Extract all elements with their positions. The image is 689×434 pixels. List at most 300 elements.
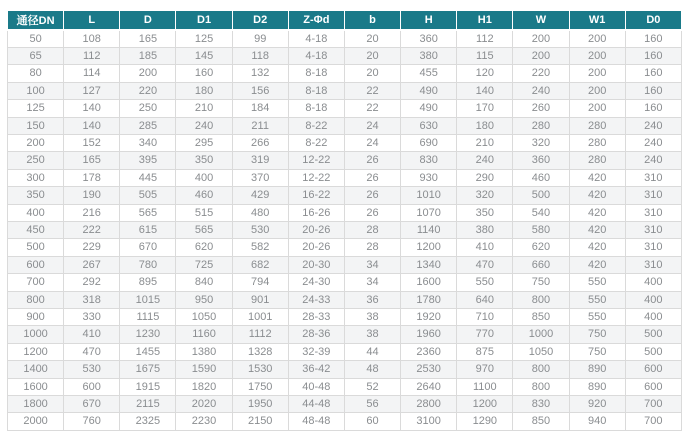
table-cell: 160 xyxy=(625,47,681,64)
table-cell: 240 xyxy=(625,152,681,169)
table-cell: 178 xyxy=(64,169,120,186)
table-cell: 240 xyxy=(625,117,681,134)
table-cell: 22 xyxy=(344,82,400,99)
table-cell: 120 xyxy=(457,65,513,82)
table-cell: 901 xyxy=(232,291,288,308)
table-cell: 20-26 xyxy=(288,239,344,256)
table-cell: 240 xyxy=(513,82,569,99)
table-cell: 292 xyxy=(64,274,120,291)
table-cell: 140 xyxy=(457,82,513,99)
table-cell: 875 xyxy=(457,343,513,360)
table-cell: 615 xyxy=(120,221,176,238)
table-cell: 350 xyxy=(8,187,64,204)
table-cell: 850 xyxy=(513,413,569,430)
table-cell: 16-26 xyxy=(288,204,344,221)
table-cell: 1750 xyxy=(232,378,288,395)
table-cell: 470 xyxy=(457,256,513,273)
table-cell: 750 xyxy=(569,343,625,360)
table-cell: 280 xyxy=(513,117,569,134)
table-cell: 160 xyxy=(625,82,681,99)
table-cell: 125 xyxy=(176,30,232,48)
table-cell: 330 xyxy=(64,309,120,326)
table-cell: 310 xyxy=(625,256,681,273)
table-cell: 229 xyxy=(64,239,120,256)
table-cell: 1820 xyxy=(176,378,232,395)
table-cell: 2360 xyxy=(401,343,457,360)
table-cell: 490 xyxy=(401,100,457,117)
table-cell: 800 xyxy=(8,291,64,308)
table-cell: 50 xyxy=(8,30,64,48)
table-body xyxy=(8,30,682,431)
table-cell: 360 xyxy=(401,30,457,48)
table-cell: 890 xyxy=(569,361,625,378)
table-cell: 1915 xyxy=(120,378,176,395)
table-cell: 565 xyxy=(120,204,176,221)
table-row xyxy=(8,413,682,430)
table-cell: 108 xyxy=(64,30,120,48)
table-cell: 8-22 xyxy=(288,117,344,134)
table-cell: 540 xyxy=(513,204,569,221)
table-row xyxy=(8,274,682,291)
table-cell: 28-36 xyxy=(288,326,344,343)
table-cell: 420 xyxy=(569,187,625,204)
table-cell: 895 xyxy=(120,274,176,291)
table-row xyxy=(8,152,682,169)
table-cell: 222 xyxy=(64,221,120,238)
table-cell: 266 xyxy=(232,134,288,151)
table-cell: 1600 xyxy=(8,378,64,395)
table-cell: 44-48 xyxy=(288,396,344,413)
table-cell: 200 xyxy=(569,65,625,82)
table-cell: 34 xyxy=(344,256,400,273)
table-cell: 4-18 xyxy=(288,30,344,48)
table-cell: 115 xyxy=(457,47,513,64)
table-cell: 8-22 xyxy=(288,134,344,151)
table-cell: 114 xyxy=(64,65,120,82)
table-row xyxy=(8,82,682,99)
table-cell: 310 xyxy=(625,187,681,204)
table-cell: 550 xyxy=(569,274,625,291)
table-cell: 1050 xyxy=(176,309,232,326)
table-header xyxy=(8,11,682,30)
table-cell: 420 xyxy=(569,239,625,256)
table-cell: 480 xyxy=(232,204,288,221)
table-cell: 1340 xyxy=(401,256,457,273)
table-cell: 165 xyxy=(64,152,120,169)
table-cell: 460 xyxy=(513,169,569,186)
table-cell: 760 xyxy=(64,413,120,430)
table-row xyxy=(8,361,682,378)
table-cell: 1455 xyxy=(120,343,176,360)
table-cell: 420 xyxy=(569,204,625,221)
table-cell: 380 xyxy=(401,47,457,64)
table-cell: 410 xyxy=(457,239,513,256)
table-cell: 38 xyxy=(344,326,400,343)
table-cell: 20 xyxy=(344,30,400,48)
table-cell: 550 xyxy=(569,309,625,326)
table-cell: 112 xyxy=(457,30,513,48)
table-cell: 310 xyxy=(625,239,681,256)
table-cell: 240 xyxy=(457,152,513,169)
column-header: H1 xyxy=(457,11,513,30)
table-cell: 56 xyxy=(344,396,400,413)
table-cell: 8-18 xyxy=(288,82,344,99)
table-cell: 26 xyxy=(344,152,400,169)
table-cell: 1960 xyxy=(401,326,457,343)
table-cell: 319 xyxy=(232,152,288,169)
table-cell: 160 xyxy=(625,30,681,48)
table-cell: 370 xyxy=(232,169,288,186)
table-cell: 250 xyxy=(120,100,176,117)
table-cell: 500 xyxy=(513,187,569,204)
table-cell: 1380 xyxy=(176,343,232,360)
table-cell: 750 xyxy=(513,274,569,291)
table-cell: 185 xyxy=(120,47,176,64)
column-header: W1 xyxy=(569,11,625,30)
table-cell: 600 xyxy=(625,378,681,395)
column-header: D1 xyxy=(176,11,232,30)
dimension-spec-table xyxy=(7,10,682,431)
table-row xyxy=(8,187,682,204)
table-cell: 24 xyxy=(344,134,400,151)
table-cell: 1328 xyxy=(232,343,288,360)
table-cell: 2230 xyxy=(176,413,232,430)
table-cell: 24-33 xyxy=(288,291,344,308)
table-cell: 460 xyxy=(176,187,232,204)
column-header: D2 xyxy=(232,11,288,30)
table-cell: 318 xyxy=(64,291,120,308)
table-cell: 112 xyxy=(64,47,120,64)
table-cell: 550 xyxy=(457,274,513,291)
table-cell: 455 xyxy=(401,65,457,82)
table-cell: 200 xyxy=(569,30,625,48)
table-cell: 400 xyxy=(625,274,681,291)
table-cell: 725 xyxy=(176,256,232,273)
table-cell: 152 xyxy=(64,134,120,151)
table-cell: 60 xyxy=(344,413,400,430)
table-cell: 1140 xyxy=(401,221,457,238)
table-cell: 250 xyxy=(8,152,64,169)
table-cell: 36-42 xyxy=(288,361,344,378)
table-cell: 500 xyxy=(625,343,681,360)
table-cell: 160 xyxy=(625,65,681,82)
table-cell: 310 xyxy=(625,221,681,238)
table-cell: 780 xyxy=(120,256,176,273)
table-row xyxy=(8,343,682,360)
table-row xyxy=(8,30,682,48)
table-cell: 267 xyxy=(64,256,120,273)
table-cell: 320 xyxy=(457,187,513,204)
table-cell: 1000 xyxy=(513,326,569,343)
table-cell: 350 xyxy=(176,152,232,169)
table-cell: 80 xyxy=(8,65,64,82)
table-cell: 682 xyxy=(232,256,288,273)
table-cell: 1070 xyxy=(401,204,457,221)
table-cell: 52 xyxy=(344,378,400,395)
table-cell: 28 xyxy=(344,221,400,238)
table-cell: 1530 xyxy=(232,361,288,378)
table-cell: 550 xyxy=(569,291,625,308)
table-cell: 36 xyxy=(344,291,400,308)
table-cell: 420 xyxy=(569,169,625,186)
table-cell: 20-26 xyxy=(288,221,344,238)
table-cell: 600 xyxy=(64,378,120,395)
table-cell: 800 xyxy=(513,361,569,378)
table-cell: 600 xyxy=(8,256,64,273)
table-cell: 770 xyxy=(457,326,513,343)
table-cell: 280 xyxy=(569,117,625,134)
column-header: D xyxy=(120,11,176,30)
table-cell: 24 xyxy=(344,117,400,134)
table-cell: 211 xyxy=(232,117,288,134)
table-cell: 210 xyxy=(176,100,232,117)
table-cell: 12-22 xyxy=(288,169,344,186)
table-cell: 700 xyxy=(625,396,681,413)
table-cell: 160 xyxy=(176,65,232,82)
table-cell: 500 xyxy=(625,326,681,343)
table-row xyxy=(8,65,682,82)
table-cell: 220 xyxy=(513,65,569,82)
table-cell: 505 xyxy=(120,187,176,204)
table-cell: 28-33 xyxy=(288,309,344,326)
table-cell: 12-22 xyxy=(288,152,344,169)
table-row xyxy=(8,134,682,151)
column-header: W xyxy=(513,11,569,30)
table-cell: 1050 xyxy=(513,343,569,360)
table-cell: 429 xyxy=(232,187,288,204)
table-cell: 700 xyxy=(625,413,681,430)
table-cell: 156 xyxy=(232,82,288,99)
table-cell: 620 xyxy=(513,239,569,256)
table-cell: 950 xyxy=(176,291,232,308)
table-cell: 1000 xyxy=(8,326,64,343)
table-cell: 640 xyxy=(457,291,513,308)
column-header: 通径DN xyxy=(8,11,64,30)
table-cell: 44 xyxy=(344,343,400,360)
table-row xyxy=(8,378,682,395)
table-cell: 140 xyxy=(64,100,120,117)
table-cell: 2325 xyxy=(120,413,176,430)
table-cell: 1015 xyxy=(120,291,176,308)
table-cell: 1200 xyxy=(401,239,457,256)
table-cell: 1590 xyxy=(176,361,232,378)
table-cell: 400 xyxy=(625,309,681,326)
table-cell: 1950 xyxy=(232,396,288,413)
table-cell: 400 xyxy=(176,169,232,186)
table-cell: 38 xyxy=(344,309,400,326)
table-cell: 940 xyxy=(569,413,625,430)
table-cell: 400 xyxy=(8,204,64,221)
table-cell: 410 xyxy=(64,326,120,343)
table-cell: 1010 xyxy=(401,187,457,204)
table-cell: 660 xyxy=(513,256,569,273)
table-cell: 582 xyxy=(232,239,288,256)
table-cell: 710 xyxy=(457,309,513,326)
table-cell: 184 xyxy=(232,100,288,117)
table-row xyxy=(8,204,682,221)
table-cell: 445 xyxy=(120,169,176,186)
table-cell: 22 xyxy=(344,100,400,117)
table-cell: 1112 xyxy=(232,326,288,343)
table-cell: 920 xyxy=(569,396,625,413)
table-cell: 145 xyxy=(176,47,232,64)
table-cell: 1675 xyxy=(120,361,176,378)
table-cell: 2640 xyxy=(401,378,457,395)
table-cell: 210 xyxy=(457,134,513,151)
column-header: b xyxy=(344,11,400,30)
table-cell: 8-18 xyxy=(288,100,344,117)
table-cell: 450 xyxy=(8,221,64,238)
table-cell: 240 xyxy=(625,134,681,151)
table-cell: 2530 xyxy=(401,361,457,378)
table-cell: 180 xyxy=(457,117,513,134)
table-row xyxy=(8,47,682,64)
table-cell: 100 xyxy=(8,82,64,99)
table-cell: 420 xyxy=(569,221,625,238)
table-cell: 26 xyxy=(344,187,400,204)
table-cell: 160 xyxy=(625,100,681,117)
table-cell: 580 xyxy=(513,221,569,238)
table-cell: 280 xyxy=(569,134,625,151)
table-cell: 20 xyxy=(344,47,400,64)
table-cell: 28 xyxy=(344,239,400,256)
table-cell: 140 xyxy=(64,117,120,134)
table-cell: 1800 xyxy=(8,396,64,413)
table-cell: 890 xyxy=(569,378,625,395)
table-cell: 26 xyxy=(344,204,400,221)
table-cell: 2020 xyxy=(176,396,232,413)
table-cell: 216 xyxy=(64,204,120,221)
column-header: D0 xyxy=(625,11,681,30)
table-cell: 165 xyxy=(120,30,176,48)
table-cell: 930 xyxy=(401,169,457,186)
table-cell: 670 xyxy=(120,239,176,256)
table-cell: 200 xyxy=(569,47,625,64)
table-cell: 750 xyxy=(569,326,625,343)
table-cell: 470 xyxy=(64,343,120,360)
table-cell: 350 xyxy=(457,204,513,221)
table-cell: 690 xyxy=(401,134,457,151)
table-cell: 515 xyxy=(176,204,232,221)
column-header: L xyxy=(64,11,120,30)
table-cell: 530 xyxy=(232,221,288,238)
table-cell: 400 xyxy=(625,291,681,308)
table-cell: 260 xyxy=(513,100,569,117)
table-cell: 40-48 xyxy=(288,378,344,395)
table-row xyxy=(8,396,682,413)
table-cell: 3100 xyxy=(401,413,457,430)
table-cell: 200 xyxy=(513,47,569,64)
table-row xyxy=(8,239,682,256)
table-cell: 127 xyxy=(64,82,120,99)
table-row xyxy=(8,117,682,134)
table-cell: 24-30 xyxy=(288,274,344,291)
table-cell: 1100 xyxy=(457,378,513,395)
table-cell: 1600 xyxy=(401,274,457,291)
table-cell: 132 xyxy=(232,65,288,82)
table-cell: 26 xyxy=(344,169,400,186)
table-row xyxy=(8,256,682,273)
table-cell: 800 xyxy=(513,291,569,308)
table-cell: 900 xyxy=(8,309,64,326)
table-cell: 65 xyxy=(8,47,64,64)
table-cell: 420 xyxy=(569,256,625,273)
table-cell: 200 xyxy=(120,65,176,82)
table-cell: 125 xyxy=(8,100,64,117)
table-row xyxy=(8,221,682,238)
table-cell: 200 xyxy=(8,134,64,151)
table-cell: 8-18 xyxy=(288,65,344,82)
column-header: H xyxy=(401,11,457,30)
table-cell: 340 xyxy=(120,134,176,151)
table-cell: 200 xyxy=(569,100,625,117)
table-cell: 220 xyxy=(120,82,176,99)
table-cell: 600 xyxy=(625,361,681,378)
table-cell: 180 xyxy=(176,82,232,99)
table-cell: 2800 xyxy=(401,396,457,413)
table-cell: 1290 xyxy=(457,413,513,430)
table-cell: 670 xyxy=(64,396,120,413)
table-cell: 2000 xyxy=(8,413,64,430)
table-cell: 48-48 xyxy=(288,413,344,430)
table-cell: 830 xyxy=(513,396,569,413)
table-cell: 32-39 xyxy=(288,343,344,360)
table-cell: 565 xyxy=(176,221,232,238)
table-cell: 360 xyxy=(513,152,569,169)
table-cell: 1230 xyxy=(120,326,176,343)
table-cell: 620 xyxy=(176,239,232,256)
table-row xyxy=(8,100,682,117)
table-cell: 20 xyxy=(344,65,400,82)
table-cell: 1780 xyxy=(401,291,457,308)
table-cell: 150 xyxy=(8,117,64,134)
table-cell: 4-18 xyxy=(288,47,344,64)
table-cell: 200 xyxy=(513,30,569,48)
table-cell: 1920 xyxy=(401,309,457,326)
table-cell: 285 xyxy=(120,117,176,134)
table-row xyxy=(8,169,682,186)
table-cell: 280 xyxy=(569,152,625,169)
table-cell: 118 xyxy=(232,47,288,64)
table-cell: 34 xyxy=(344,274,400,291)
table-cell: 1160 xyxy=(176,326,232,343)
table-cell: 200 xyxy=(569,82,625,99)
table-cell: 190 xyxy=(64,187,120,204)
table-cell: 20-30 xyxy=(288,256,344,273)
table-cell: 380 xyxy=(457,221,513,238)
table-cell: 48 xyxy=(344,361,400,378)
table-cell: 850 xyxy=(513,309,569,326)
table-cell: 99 xyxy=(232,30,288,48)
table-cell: 970 xyxy=(457,361,513,378)
column-header: Z-Φd xyxy=(288,11,344,30)
table-cell: 630 xyxy=(401,117,457,134)
table-row xyxy=(8,326,682,343)
table-cell: 170 xyxy=(457,100,513,117)
table-cell: 2115 xyxy=(120,396,176,413)
table-cell: 1400 xyxy=(8,361,64,378)
table-cell: 700 xyxy=(8,274,64,291)
table-cell: 320 xyxy=(513,134,569,151)
table-cell: 1001 xyxy=(232,309,288,326)
table-cell: 395 xyxy=(120,152,176,169)
table-cell: 295 xyxy=(176,134,232,151)
table-cell: 1200 xyxy=(457,396,513,413)
table-cell: 800 xyxy=(513,378,569,395)
table-cell: 300 xyxy=(8,169,64,186)
table-cell: 2150 xyxy=(232,413,288,430)
table-cell: 830 xyxy=(401,152,457,169)
